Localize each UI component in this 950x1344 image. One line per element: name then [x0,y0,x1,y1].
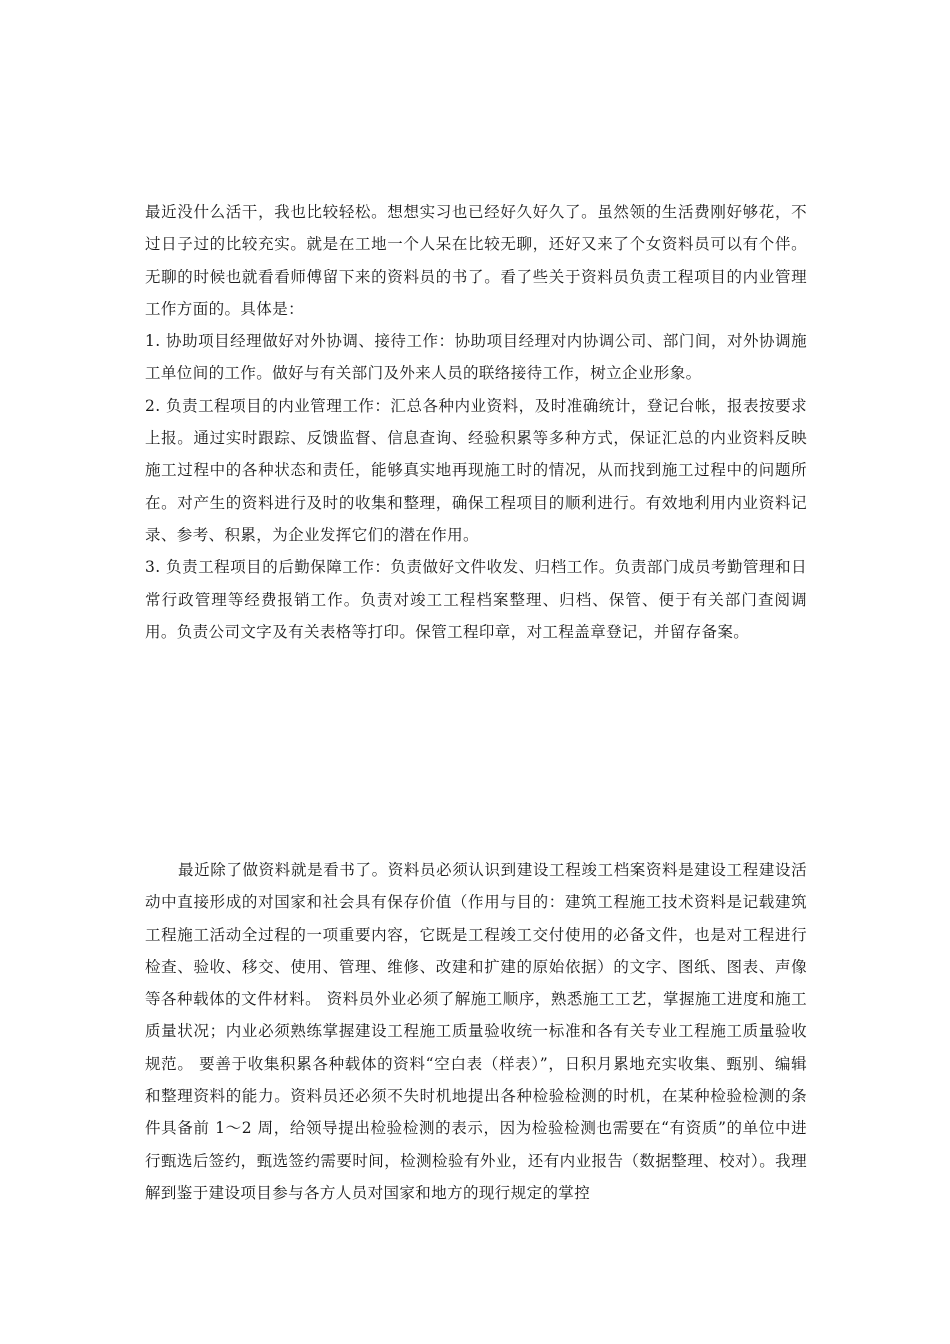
intro-paragraph: 最近没什么活干，我也比较轻松。想想实习也已经好久好久了。虽然领的生活费刚好够花，不过日子过的比较充实。就是在工地一个人呆在比较无聊，还好又来了个女资料员可以有个伴。无聊的时候也就看看师傅留下来的资料员的书了。看了些关于资料员负责工程项目的内业管理工作方面的。具体是： [145,203,807,318]
list-item-logistics: 3. 负责工程项目的后勤保障工作：负责做好文件收发、归档工作。负责部门成员考勤管理和日常行政管理等经费报销工作。负责对竣工工程档案整理、归档、保管、便于有关部门查阅调用。负责公司文字及有关表格等打印。保管工程印章，对工程盖章登记，并留存备案。 [145,558,807,641]
text-block-duties [145,196,807,648]
text-block-reading [145,854,807,1209]
body-paragraph: 最近除了做资料就是看书了。资料员必须认识到建设工程竣工档案资料是建设工程建设活动中直接形成的对国家和社会具有保存价值（作用与目的：建筑工程施工技术资料是记载建筑工程施工活动全过程的一项重要内容，它既是工程竣工交付使用的必备文件，也是对工程进行检查、验收、移交、使用、管理、维修、改建和扩建的原始依据）的文字、图纸、图表、声像等各种载体的文件材料。 资料员外业必须了解施工顺序，熟悉施工工艺，掌握施工进度和施工质量状况；内业必须熟练掌握建设工程施工质量验收统一标准和各有关专业工程施工质量验收规范。 要善于收集积累各种载体的资料“空白表（样表）”，日积月累地充实收集、甄别、编辑和整理资料的能力。资料员还必须不失时机地提出各种检验检测的时机，在某种检验检测的条件具备前 1～2 周，给领导提出检验检测的表示，因为检验检测也需要在“有资质”的单位中进行甄选后签约，甄选签约需要时间，检测检验有外业，还有内业报告（数据整理、校对）。我理解到鉴于建设项目参与各方人员对国家和地方的现行规定的掌控 [145,861,807,1202]
list-item-internal-management: 2. 负责工程项目的内业管理工作：汇总各种内业资料，及时准确统计，登记台帐，报表按要求上报。通过实时跟踪、反馈监督、信息查询、经验积累等多种方式，保证汇总的内业资料反映施工过程中的各种状态和责任，能够真实地再现施工时的情况，从而找到施工过程中的问题所在。对产生的资料进行及时的收集和整理，确保工程项目的顺利进行。有效地利用内业资料记录、参考、积累，为企业发挥它们的潜在作用。 [145,396,807,544]
list-item-coordination: 1. 协助项目经理做好对外协调、接待工作：协助项目经理对内协调公司、部门间，对外协调施工单位间的工作。做好与有关部门及外来人员的联络接待工作，树立企业形象。 [145,332,807,383]
